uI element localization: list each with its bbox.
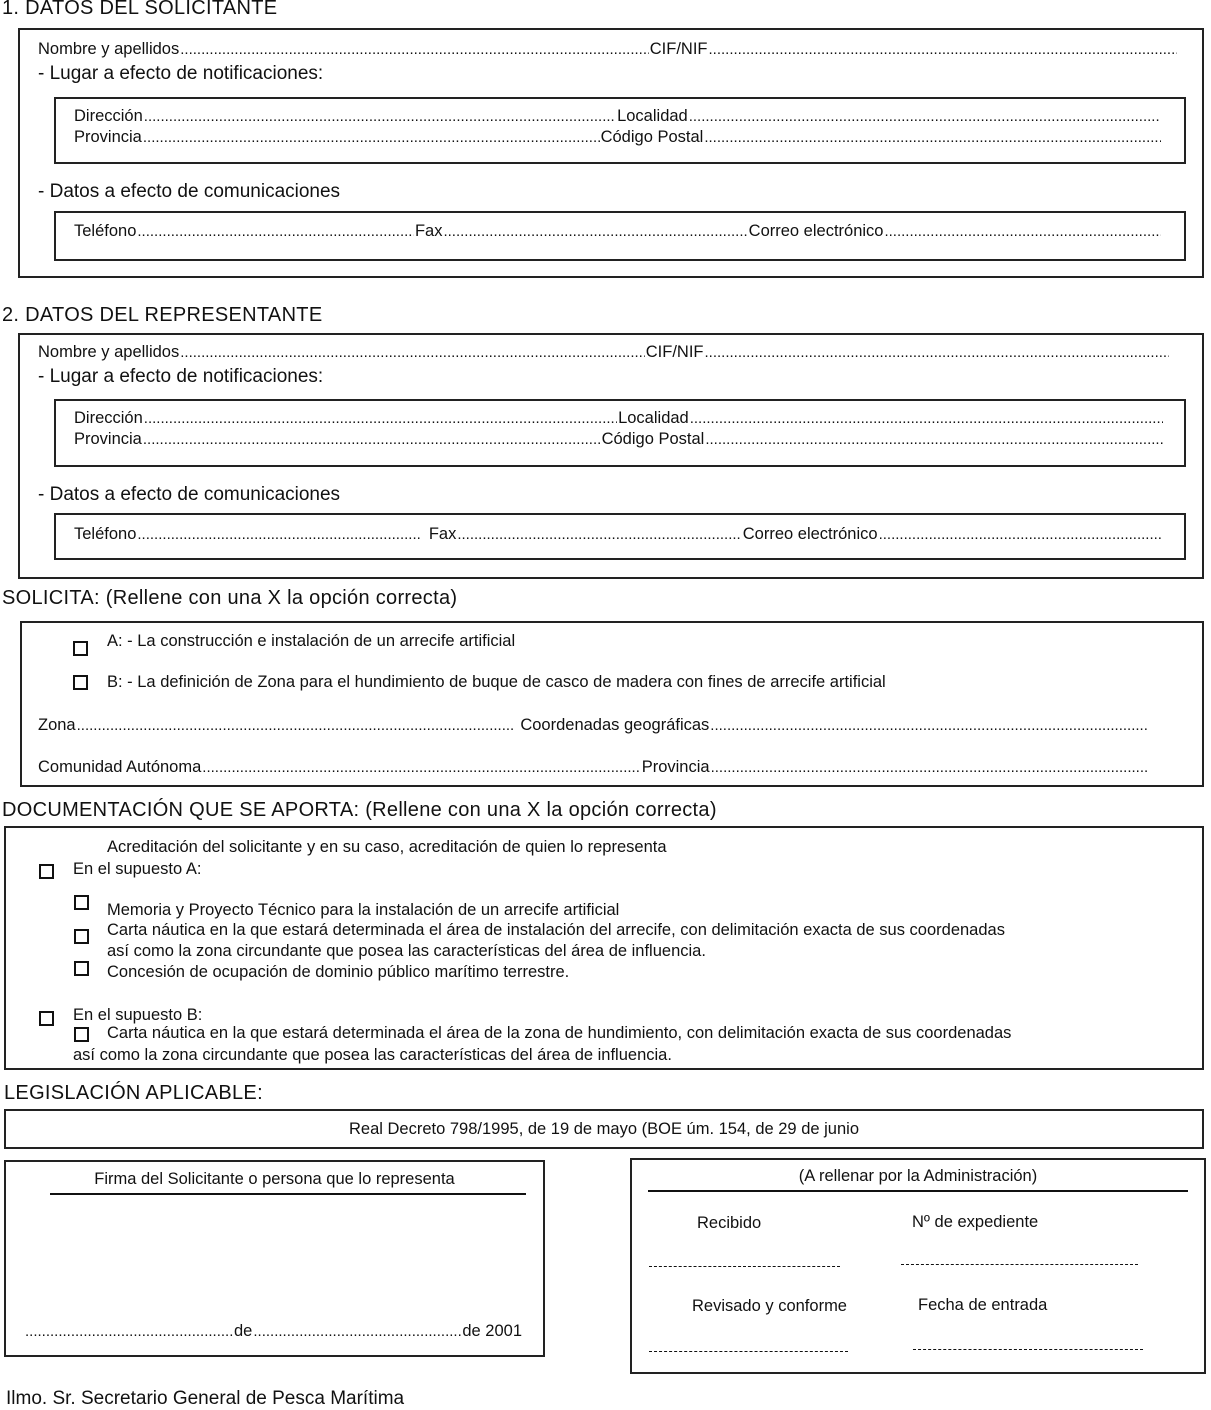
case-b-label: En el supuesto B: (73, 1006, 203, 1024)
locality-label: Localidad (617, 107, 688, 125)
coordinates-field[interactable] (710, 717, 1147, 734)
request-province-label: Provincia (641, 758, 710, 776)
communications-subheading: - Datos a efecto de comunicaciones (38, 181, 341, 202)
province-field[interactable] (143, 129, 600, 146)
name-label: Nombre y apellidos (38, 40, 180, 58)
zone-field[interactable] (77, 717, 514, 734)
region-label: Comunidad Autónoma (38, 758, 202, 776)
locality-field[interactable] (689, 108, 1161, 125)
section1-heading: 1. DATOS DEL SOLICITANTE (2, 0, 278, 19)
rep-address-field[interactable] (144, 410, 617, 427)
region-row (38, 758, 1150, 777)
email-field[interactable] (884, 223, 1161, 240)
file-number-label: Nº de expediente (912, 1213, 1039, 1231)
chart-a-line2: así como la zona circundante que posea las características del área de influencia. (107, 942, 706, 960)
option-b-checkbox[interactable] (73, 675, 88, 690)
concession-checkbox[interactable] (74, 961, 89, 976)
admin-title-rule (648, 1190, 1188, 1192)
fax-label: Fax (414, 222, 443, 240)
postal-code-field[interactable] (704, 129, 1161, 146)
address-label: Dirección (74, 107, 143, 125)
file-number-field[interactable] (901, 1264, 1138, 1265)
province-row (74, 128, 1162, 147)
option-b-label: B: - La definición de Zona para el hundimiento de buque de casco de madera con fines de arrecife artificial (107, 673, 886, 691)
rep-fax-label: Fax (428, 525, 457, 543)
rep-email-label: Correo electrónico (742, 525, 878, 543)
reviewed-field[interactable] (649, 1351, 848, 1352)
name-field[interactable] (180, 41, 649, 58)
contact-row (74, 222, 1162, 241)
rep-locality-label: Localidad (618, 409, 689, 427)
rep-phone-label: Teléfono (74, 525, 137, 543)
phone-label: Teléfono (74, 222, 137, 240)
rep-locality-field[interactable] (690, 410, 1163, 427)
option-a-checkbox[interactable] (73, 641, 88, 656)
legislation-text: Real Decreto 798/1995, de 19 de mayo (BOE úm. 154, de 29 de junio (349, 1120, 859, 1138)
email-label: Correo electrónico (748, 222, 884, 240)
rep-province-row (74, 430, 1164, 449)
rep-notifications-subheading: - Lugar a efecto de notificaciones: (38, 366, 324, 387)
memoria-label: Memoria y Proyecto Técnico para la instalación de un arrecife artificial (107, 901, 620, 919)
signature-title: Firma del Solicitante o persona que lo representa (94, 1170, 455, 1188)
zone-label: Zona (38, 716, 76, 734)
legislation-heading: LEGISLACIÓN APLICABLE: (4, 1082, 263, 1104)
rep-province-field[interactable] (143, 431, 601, 448)
chart-a-checkbox[interactable] (74, 929, 89, 944)
entry-date-label: Fecha de entrada (918, 1296, 1048, 1314)
notifications-subheading: - Lugar a efecto de notificaciones: (38, 63, 324, 84)
accreditation-text: Acreditación del solicitante y en su caso, acreditación de quien lo representa (107, 838, 667, 856)
rep-email-field[interactable] (879, 526, 1163, 543)
signature-de-label: de (234, 1322, 253, 1340)
case-a-label: En el supuesto A: (73, 860, 202, 878)
coordinates-label: Coordenadas geográficas (520, 716, 710, 734)
entry-date-field[interactable] (913, 1349, 1143, 1350)
rep-province-label: Provincia (74, 430, 142, 448)
chart-b-checkbox[interactable] (74, 1027, 89, 1042)
option-a-label: A: - La construcción e instalación de un arrecife artificial (107, 632, 516, 650)
request-heading: SOLICITA: (Rellene con una X la opción correcta) (2, 587, 458, 609)
received-label: Recibido (697, 1214, 762, 1232)
documentation-heading: DOCUMENTACIÓN QUE SE APORTA: (Rellene con una X la opción correcta) (2, 799, 717, 821)
rep-fax-field[interactable] (457, 526, 741, 543)
rep-name-row (38, 343, 1170, 362)
signature-date-row[interactable] (24, 1322, 522, 1341)
rep-phone-field[interactable] (137, 526, 421, 543)
case-a-checkbox[interactable] (39, 864, 54, 879)
rep-postal-code-field[interactable] (705, 431, 1163, 448)
chart-b-line1: Carta náutica en la que estará determinada el área de la zona de hundimiento, con delimitación exacta de sus coordenadas (107, 1024, 1012, 1042)
rep-contact-row (74, 525, 1164, 544)
signature-month-field[interactable] (253, 1323, 461, 1340)
admin-title: (A rellenar por la Administración) (798, 1167, 1038, 1185)
applicant-name-row (38, 40, 1178, 59)
signature-place-field[interactable] (25, 1323, 233, 1340)
rep-name-field[interactable] (180, 344, 645, 361)
rep-communications-subheading: - Datos a efecto de comunicaciones (38, 484, 341, 505)
address-row (74, 107, 1162, 126)
zone-row (38, 716, 1148, 735)
address-field[interactable] (144, 108, 616, 125)
rep-address-label: Dirección (74, 409, 143, 427)
cif-field[interactable] (709, 41, 1178, 58)
rep-cif-label: CIF/NIF (645, 343, 704, 361)
rep-name-label: Nombre y apellidos (38, 343, 180, 361)
province-label: Provincia (74, 128, 142, 146)
received-field[interactable] (649, 1266, 840, 1267)
region-field[interactable] (202, 759, 640, 776)
reviewed-label: Revisado y conforme (692, 1297, 847, 1315)
phone-field[interactable] (137, 223, 414, 240)
rep-cif-field[interactable] (705, 344, 1170, 361)
postal-code-label: Código Postal (600, 128, 704, 146)
chart-b-line2: así como la zona circundante que posea las características del área de influencia. (73, 1046, 672, 1064)
addressee-footer: Ilmo. Sr. Secretario General de Pesca Marítima (6, 1388, 405, 1409)
section2-heading: 2. DATOS DEL REPRESENTANTE (2, 304, 323, 326)
request-province-field[interactable] (711, 759, 1149, 776)
case-b-checkbox[interactable] (39, 1011, 54, 1026)
signature-title-rule (50, 1193, 526, 1195)
rep-postal-code-label: Código Postal (601, 430, 705, 448)
cif-label: CIF/NIF (649, 40, 708, 58)
fax-field[interactable] (443, 223, 747, 240)
signature-year-label: de 2001 (462, 1322, 523, 1340)
memoria-checkbox[interactable] (74, 895, 89, 910)
concession-label: Concesión de ocupación de dominio público marítimo terrestre. (107, 963, 570, 981)
rep-address-row (74, 409, 1164, 428)
chart-a-line1: Carta náutica en la que estará determinada el área de instalación del arrecife, con delimitación exacta de sus coordenadas (107, 921, 1005, 939)
